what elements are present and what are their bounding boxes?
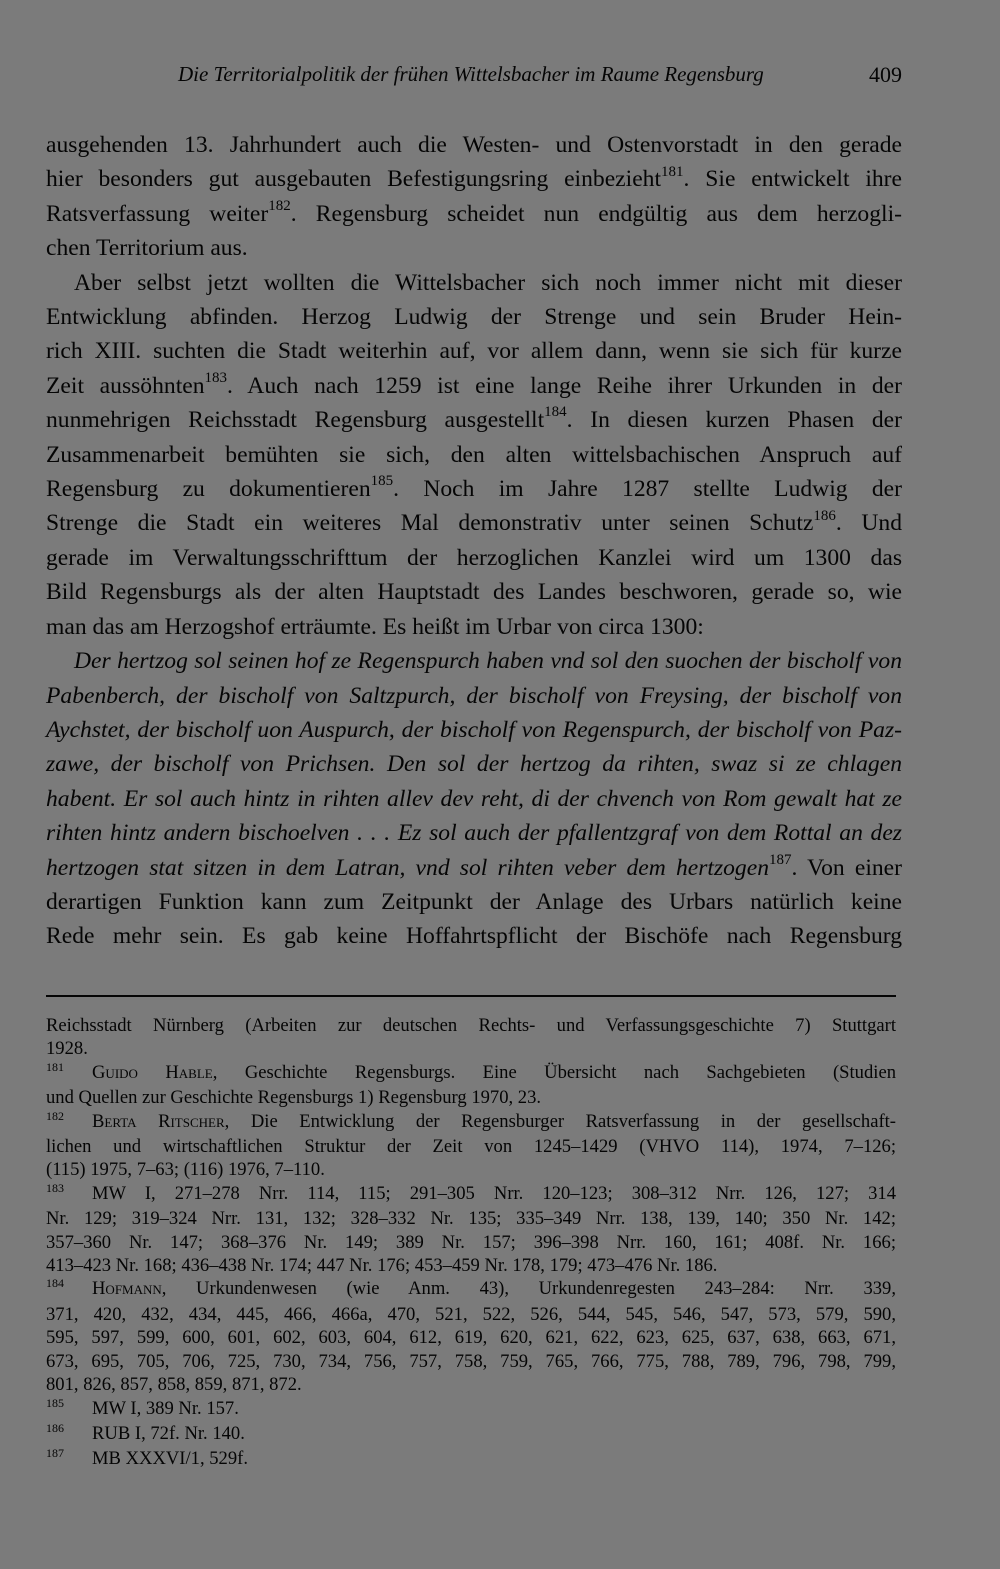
text-line: Entwicklung abfinden. Herzog Ludwig der Strenge und sein Bruder Hein- — [46, 304, 902, 331]
quote-line: zawe, der bischolf von Prichsen. Den sol der hertzog da rihten, swaz si ze chlagen — [46, 751, 902, 778]
footnote-line: 595, 597, 599, 600, 601, 602, 603, 604, 612, 619, 620, 621, 622, 623, 625, 637, 638, 663, 671, — [46, 1327, 896, 1349]
footnote-author: Hofmann — [92, 1278, 162, 1300]
footnote-author: Guido Hable — [92, 1061, 213, 1083]
footnote-line: 1928. — [46, 1038, 88, 1060]
footnote-number: 182 — [46, 1108, 64, 1123]
quote-line: Der hertzog sol seinen hof ze Regenspurch haben vnd sol den suochen der bischolf von — [74, 648, 902, 675]
footnote-number: 181 — [46, 1059, 64, 1074]
footnote-number: 184 — [46, 1276, 64, 1291]
main-text — [46, 128, 902, 954]
text-line: ausgehenden 13. Jahrhundert auch die Westen- und Ostenvorstadt in den gerade — [46, 132, 902, 158]
quote-line: habent. Er sol auch hintz in rihten allev dev reht, di der chvench von Rom gewalt hat ze — [46, 785, 902, 812]
text-line: Strenge die Stadt ein weiteres Mal demonstrativ unter seinen Schutz$^{186}$. Und — [46, 507, 902, 537]
footnote-182: 182 Berta Ritscher, Die Entwicklung der Regensburger Ratsverfassung in der gesellschaft- — [46, 1110, 896, 1135]
footnote-184: 184 Hofmann, Urkundenwesen (wie Anm. 43), Urkundenregesten 243–284: Nrr. 339, — [46, 1277, 896, 1302]
footnote-ref: 182 — [268, 197, 291, 214]
text-line: chen Territorium aus. — [46, 235, 248, 262]
text-line: nunmehrigen Reichsstadt Regensburg ausgestellt$^{184}$. In diesen kurzen Phasen der — [46, 404, 902, 434]
footnote-183: 183 MW I, 271–278 Nrr. 114, 115; 291–305 Nrr. 120–123; 308–312 Nrr. 126, 127; 314 — [46, 1182, 896, 1207]
quote-line: rihten hintz andern bischoelven . . . Ez sol auch der pfallentzgraf von dem Rottal an dez — [46, 820, 902, 847]
footnote-line: 371, 420, 432, 434, 445, 466, 466a, 470, 521, 522, 526, 544, 545, 546, 547, 573, 579, 590, — [46, 1303, 896, 1325]
text-line: hier besonders gut ausgebauten Befestigungsring einbezieht$^{181}$. Sie entwickelt ihre — [46, 163, 902, 193]
footnote-185: 185 MW I, 389 Nr. 157. — [46, 1397, 896, 1422]
text-line: Rede mehr sein. Es gab keine Hoffahrtspflicht der Bischöfe nach Regensburg — [46, 923, 902, 950]
footnote-separator — [46, 995, 896, 997]
footnote-number: 186 — [46, 1420, 64, 1435]
footnote-ref: 185 — [370, 473, 394, 490]
text-line: Ratsverfassung weiter$^{182}$. Regensburg scheidet nun endgültig aus dem herzogli- — [46, 197, 902, 227]
text-line: rich XIII. suchten die Stadt weiterhin auf, vor allem dann, wenn sie sich für kurze — [46, 338, 902, 365]
footnotes — [46, 1014, 896, 1473]
quote-line: Pabenberch, der bischolf von Saltzpurch, der bischolf von Freysing, der bischolf von — [46, 682, 902, 709]
text-line: derartigen Funktion kann zum Zeitpunkt der Anlage des Urbars natürlich keine — [46, 888, 902, 915]
running-header — [46, 62, 902, 92]
footnote-ref: 183 — [204, 369, 228, 386]
running-title: Die Territorialpolitik der frühen Wittelsbacher im Raume Regensburg — [178, 62, 764, 86]
text-line: hertzogen stat sitzen in dem Latran, vnd sol rihten veber dem hertzogen$^{187}$. Von einer — [46, 851, 903, 881]
footnote-line: 801, 826, 857, 858, 859, 871, 872. — [46, 1374, 302, 1396]
page-number: 409 — [869, 62, 902, 87]
footnote-line: 673, 695, 705, 706, 725, 730, 734, 756, 757, 758, 759, 765, 766, 775, 788, 789, 796, 798, 799, — [46, 1350, 896, 1372]
footnote-author: Berta Ritscher — [92, 1110, 225, 1132]
footnote-line: Nr. 129; 319–324 Nrr. 131, 132; 328–332 Nr. 135; 335–349 Nrr. 138, 139, 140; 350 Nr. 142; — [46, 1208, 896, 1230]
footnote-number: 187 — [46, 1446, 64, 1461]
footnote-187: 187 MB XXXVI/1, 529f. — [46, 1447, 896, 1472]
footnote-line: 357–360 Nr. 147; 368–376 Nr. 149; 389 Nr. 157; 396–398 Nrr. 160, 161; 408f. Nr. 166; — [46, 1231, 896, 1253]
footnote-line: Reichsstadt Nürnberg (Arbeiten zur deutschen Rechts- und Verfassungsgeschichte 7) Stuttgart — [46, 1015, 896, 1036]
footnote-number: 183 — [46, 1180, 64, 1195]
footnote-ref: 186 — [813, 507, 836, 524]
footnote-ref: 184 — [544, 404, 567, 421]
text-line: Bild Regensburgs als der alten Hauptstadt des Landes beschworen, gerade so, wie — [46, 579, 902, 606]
text-line: Aber selbst jetzt wollten die Wittelsbacher sich noch immer nicht mit dieser — [74, 269, 902, 296]
text-line: Zusammenarbeit bemühten sie sich, den alten wittelsbachischen Anspruch auf — [46, 441, 902, 468]
quote-line: Aychstet, der bischolf uon Auspurch, der bischolf von Regenspurch, der bischolf von Paz- — [46, 716, 902, 743]
footnote-line: (115) 1975, 7–63; (116) 1976, 7–110. — [46, 1159, 325, 1181]
text-line: Regensburg zu dokumentieren$^{185}$. Noch im Jahre 1287 stellte Ludwig der — [46, 473, 902, 503]
footnote-ref: 187 — [769, 851, 792, 868]
text-line: gerade im Verwaltungsschrifttum der herzoglichen Kanzlei wird um 1300 das — [46, 544, 902, 571]
footnote-ref: 181 — [661, 163, 684, 180]
footnote-line: und Quellen zur Geschichte Regensburgs 1) Regensburg 1970, 23. — [46, 1087, 542, 1109]
text-line: man das am Herzogshof erträumte. Es heißt im Urbar von circa 1300: — [46, 613, 704, 640]
footnote-186: 186 RUB I, 72f. Nr. 140. — [46, 1422, 896, 1447]
footnote-line: 413–423 Nr. 168; 436–438 Nr. 174; 447 Nr. 176; 453–459 Nr. 178, 179; 473–476 Nr. 186. — [46, 1255, 718, 1277]
footnote-181: 181 Guido Hable, Geschichte Regensburgs. Eine Übersicht nach Sachgebieten (Studien — [46, 1061, 896, 1086]
footnote-number: 185 — [46, 1395, 64, 1410]
text-line: Zeit aussöhnten$^{183}$. Auch nach 1259 ist eine lange Reihe ihrer Urkunden in der — [46, 369, 903, 399]
footnote-line: lichen und wirtschaftlichen Struktur der Zeit von 1245–1429 (VHVO 114), 1974, 7–126; — [46, 1136, 896, 1158]
